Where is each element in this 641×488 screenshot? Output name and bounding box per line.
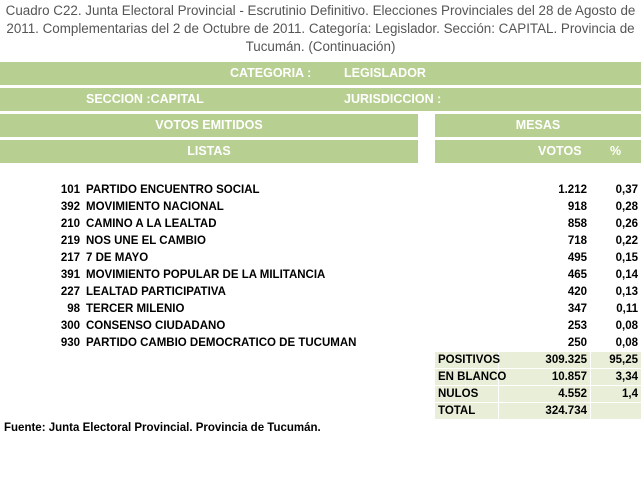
votos-emitidos-band xyxy=(0,114,418,137)
pct-header: % xyxy=(610,144,622,158)
summary-label: TOTAL xyxy=(438,405,476,417)
votos-pct-band xyxy=(435,140,641,163)
list-votes: 253 xyxy=(567,320,587,332)
list-pct: 0,08 xyxy=(615,320,638,332)
table-row xyxy=(0,318,641,335)
summary-row xyxy=(435,403,641,419)
list-code: 392 xyxy=(60,201,80,213)
summary-votes: 10.857 xyxy=(551,371,587,383)
table-row xyxy=(0,216,641,233)
categoria-label: CATEGORIA : xyxy=(230,66,312,80)
column-divider xyxy=(590,386,591,402)
list-name: MOVIMIENTO NACIONAL xyxy=(86,201,224,213)
list-name: NOS UNE EL CAMBIO xyxy=(86,235,206,247)
list-name: MOVIMIENTO POPULAR DE LA MILITANCIA xyxy=(86,269,326,281)
list-pct: 0,13 xyxy=(615,286,638,298)
column-divider xyxy=(590,352,591,368)
list-name: TERCER MILENIO xyxy=(86,303,185,315)
list-votes: 250 xyxy=(567,337,587,349)
summary-row xyxy=(435,386,641,402)
list-name: 7 DE MAYO xyxy=(86,252,149,264)
table-row xyxy=(0,250,641,267)
list-code: 930 xyxy=(60,337,80,349)
table-row xyxy=(0,199,641,216)
list-code: 300 xyxy=(60,320,80,332)
summary-votes: 324.734 xyxy=(545,405,587,417)
summary-label: POSITIVOS xyxy=(438,354,500,366)
votos-header: VOTOS xyxy=(538,144,582,158)
summary-pct: 95,25 xyxy=(609,354,638,366)
list-code: 217 xyxy=(60,252,80,264)
seccion-band xyxy=(0,88,641,111)
list-code: 391 xyxy=(60,269,80,281)
list-code: 219 xyxy=(60,235,80,247)
summary-label: NULOS xyxy=(438,388,479,400)
list-pct: 0,11 xyxy=(616,303,638,315)
table-row xyxy=(0,284,641,301)
mesas-header: MESAS xyxy=(515,118,561,132)
list-code: 227 xyxy=(60,286,80,298)
list-votes: 1.212 xyxy=(558,184,587,196)
table-row xyxy=(0,233,641,250)
summary-pct: 3,34 xyxy=(615,371,638,383)
list-name: PARTIDO CAMBIO DEMOCRATICO DE TUCUMAN xyxy=(86,337,357,349)
summary-pct: 1,4 xyxy=(622,388,638,400)
mesas-band xyxy=(435,114,641,137)
categoria-band xyxy=(0,62,641,85)
list-code: 210 xyxy=(60,218,80,230)
list-pct: 0,14 xyxy=(615,269,638,281)
list-name: LEALTAD PARTICIPATIVA xyxy=(86,286,226,298)
list-pct: 0,08 xyxy=(615,337,638,349)
summary-row xyxy=(435,369,641,385)
summary-votes: 309.325 xyxy=(545,354,587,366)
jurisdiccion-label: JURISDICCION : xyxy=(344,92,442,106)
list-pct: 0,37 xyxy=(615,184,638,196)
list-name: CONSENSO CIUDADANO xyxy=(86,320,226,332)
list-code: 101 xyxy=(60,184,80,196)
column-divider xyxy=(590,369,591,385)
list-code: 98 xyxy=(67,303,80,315)
list-votes: 918 xyxy=(567,201,587,213)
table-row xyxy=(0,301,641,318)
list-pct: 0,26 xyxy=(615,218,638,230)
table-title: Cuadro C22. Junta Electoral Provincial - Escrutinio Definitivo. Elecciones Provinciales del 28 de Agosto de 2011. Complementarias del 2 de Octubre de 2011. Categoría: Legislador. Sección: CAPITAL. Provincia de Tucumán. (Continuación) xyxy=(5,3,636,54)
list-pct: 0,28 xyxy=(615,201,638,213)
list-votes: 420 xyxy=(567,286,587,298)
source-note: Fuente: Junta Electoral Provincial. Provincia de Tucumán. xyxy=(4,422,321,434)
list-pct: 0,22 xyxy=(615,235,638,247)
list-name: PARTIDO ENCUENTRO SOCIAL xyxy=(86,184,260,196)
list-pct: 0,15 xyxy=(615,252,638,264)
table-row xyxy=(0,182,641,199)
list-votes: 858 xyxy=(567,218,587,230)
table-row xyxy=(0,335,641,352)
summary-row xyxy=(435,352,641,368)
list-votes: 718 xyxy=(567,235,587,247)
listas-header: LISTAS xyxy=(187,144,231,158)
seccion-label: SECCION :CAPITAL xyxy=(86,92,204,106)
listas-band xyxy=(0,140,418,163)
summary-votes: 4.552 xyxy=(558,388,587,400)
column-divider xyxy=(590,403,591,419)
categoria-value: LEGISLADOR xyxy=(344,66,426,80)
summary-label: EN BLANCO xyxy=(438,371,507,383)
list-name: CAMINO A LA LEALTAD xyxy=(86,218,217,230)
table-row xyxy=(0,267,641,284)
votos-emitidos-header: VOTOS EMITIDOS xyxy=(155,118,263,132)
list-votes: 495 xyxy=(567,252,587,264)
list-votes: 347 xyxy=(567,303,587,315)
list-votes: 465 xyxy=(567,269,587,281)
